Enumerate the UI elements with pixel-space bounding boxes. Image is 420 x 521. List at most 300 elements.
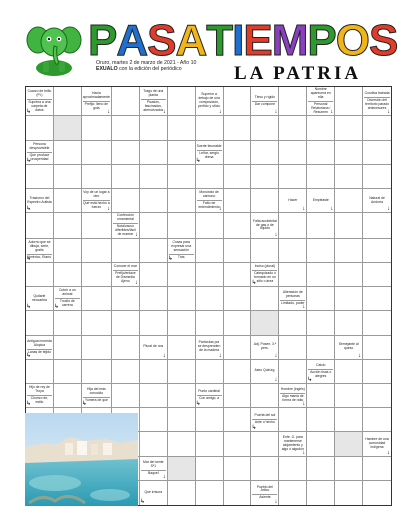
answer-cell[interactable]: [363, 239, 391, 263]
answer-cell[interactable]: [168, 263, 196, 287]
clue-text: Semejante al queso: [338, 342, 359, 351]
exualo-word: EXUALO: [96, 66, 118, 73]
answer-cell[interactable]: [224, 481, 252, 505]
answer-cell[interactable]: [196, 165, 224, 189]
answer-cell[interactable]: [168, 432, 196, 456]
answer-cell[interactable]: [363, 384, 391, 408]
answer-cell[interactable]: [196, 213, 224, 239]
clue-cell: [279, 432, 307, 456]
clue-cell: [112, 213, 140, 239]
title-letter: E: [243, 16, 272, 65]
answer-cell[interactable]: [140, 116, 168, 140]
clue-cell: [279, 189, 307, 213]
clue-cell: [363, 87, 391, 116]
clue-text: Ante o hecho: [252, 419, 277, 425]
answer-cell[interactable]: [363, 287, 391, 311]
clue-arrow-icon: ↳: [307, 376, 313, 383]
answer-cell[interactable]: [279, 360, 307, 384]
answer-cell[interactable]: [335, 239, 363, 263]
clue-text: Américo, Etano: [27, 254, 52, 259]
answer-cell[interactable]: [224, 311, 252, 335]
clue-arrow-icon: ↳: [251, 425, 257, 432]
answer-cell[interactable]: [224, 263, 252, 287]
answer-cell[interactable]: [168, 481, 196, 505]
clue-arrow-icon: ↳: [251, 280, 257, 287]
clue-cell: [251, 481, 279, 505]
clue-text: Confección ornamental: [116, 213, 134, 222]
clue-arrow-icon: ↓: [302, 449, 306, 456]
clue-text: Catequizado o formado en un sitio o área: [253, 271, 276, 283]
clue-text: Natural de Andorra: [369, 195, 385, 204]
answer-cell[interactable]: [307, 384, 335, 408]
clue-arrow-icon: ↓: [330, 206, 334, 213]
answer-cell[interactable]: [196, 432, 224, 456]
answer-cell[interactable]: [168, 408, 196, 432]
clue-cell: [140, 336, 168, 360]
answer-cell[interactable]: [112, 311, 140, 335]
answer-cell[interactable]: [168, 457, 196, 481]
answer-cell[interactable]: [140, 432, 168, 456]
answer-cell[interactable]: [26, 263, 54, 287]
clue-arrow-icon: ↓: [386, 449, 390, 456]
answer-cell[interactable]: [196, 481, 224, 505]
clue-text: Prefijo: lleno de gula: [84, 101, 109, 110]
answer-cell[interactable]: [335, 408, 363, 432]
answer-cell[interactable]: [54, 336, 82, 360]
clue-arrow-icon: ↓: [302, 304, 306, 311]
clue-cell: [251, 408, 279, 432]
answer-cell[interactable]: [196, 311, 224, 335]
clue-text: Hambre de una comunidad indígena: [365, 437, 389, 449]
clue-arrow-icon: ↳: [195, 157, 201, 164]
clue-arrow-icon: ↓: [274, 352, 278, 359]
answer-cell[interactable]: [335, 287, 363, 311]
answer-cell[interactable]: [54, 116, 82, 140]
clue-cell: [82, 87, 112, 116]
clue-cell: [26, 287, 54, 311]
answer-cell[interactable]: [335, 360, 363, 384]
answer-cell[interactable]: [112, 189, 140, 213]
answer-cell[interactable]: [363, 408, 391, 432]
answer-cell[interactable]: [307, 336, 335, 360]
clue-text: Hacer: [288, 197, 298, 202]
clue-cell: [112, 263, 140, 287]
clue-text: Baquel: [141, 470, 166, 476]
answer-cell[interactable]: [112, 239, 140, 263]
clue-cell: [140, 457, 168, 481]
answer-cell[interactable]: [168, 141, 196, 165]
answer-cell[interactable]: [82, 165, 112, 189]
clue-arrow-icon: ↳: [26, 206, 32, 213]
answer-cell[interactable]: [251, 165, 279, 189]
clue-cell: [26, 336, 54, 360]
answer-cell[interactable]: [335, 311, 363, 335]
clue-text: Tieso y rígido: [254, 94, 276, 99]
clue-arrow-icon: ↳: [139, 499, 145, 505]
answer-cell[interactable]: [168, 165, 196, 189]
answer-cell[interactable]: [224, 360, 252, 384]
answer-cell[interactable]: [335, 189, 363, 213]
clue-text: Cosas para expresar una sensación: [171, 240, 192, 252]
clue-arrow-icon: ↓: [274, 231, 278, 238]
clue-text: Calcio: [316, 363, 326, 368]
answer-cell[interactable]: [224, 408, 252, 432]
clue-text: Dar compone: [252, 101, 277, 107]
answer-cell[interactable]: [279, 336, 307, 360]
answer-cell[interactable]: [279, 457, 307, 481]
answer-cell[interactable]: [224, 141, 252, 165]
title-letter: S: [147, 16, 176, 65]
clue-text: Monóxido de carbono: [199, 190, 219, 199]
answer-cell[interactable]: [140, 239, 168, 263]
answer-cell[interactable]: [112, 384, 140, 408]
clue-arrow-icon: ↳: [26, 109, 32, 116]
clue-text: Trago de una planta: [143, 88, 164, 97]
answer-cell[interactable]: [112, 336, 140, 360]
clue-arrow-icon: ↳: [167, 255, 173, 262]
clue-arrow-icon: ↓: [386, 206, 390, 213]
answer-cell[interactable]: [168, 287, 196, 311]
answer-cell[interactable]: [224, 287, 252, 311]
answer-cell[interactable]: [363, 481, 391, 505]
clue-text: Prefijo/enlace de Dismedia Ajeno: [113, 270, 138, 284]
clue-text: Nombre aparecerá en ella: [310, 87, 331, 99]
answer-cell[interactable]: [168, 87, 196, 116]
answer-cell[interactable]: [307, 141, 335, 165]
answer-cell[interactable]: [363, 360, 391, 384]
answer-cell[interactable]: [82, 239, 112, 263]
answer-cell[interactable]: [140, 189, 168, 213]
clue-text: Superior a debajo de una composición, perfido y oficio: [198, 92, 221, 109]
clue-arrow-icon: ↓: [274, 376, 278, 383]
answer-cell[interactable]: [224, 165, 252, 189]
clue-cell: [26, 239, 54, 263]
clue-arrow-icon: ↳: [53, 304, 59, 311]
clue-arrow-icon: ↓: [302, 206, 306, 213]
answer-cell[interactable]: [140, 213, 168, 239]
clue-arrow-icon: ↳: [26, 157, 32, 164]
clue-arrow-icon: ↓: [218, 352, 222, 359]
answer-cell[interactable]: [307, 116, 335, 140]
answer-cell[interactable]: [26, 165, 54, 189]
answer-cell[interactable]: [307, 311, 335, 335]
answer-cell[interactable]: [224, 189, 252, 213]
clue-text: Falta accidental de gas o de líquido: [253, 218, 277, 231]
answer-cell[interactable]: [196, 287, 224, 311]
elephant-mascot-icon: [26, 18, 82, 78]
answer-cell[interactable]: [251, 432, 279, 456]
clue-cell: [54, 287, 82, 311]
clue-text: Empleaste: [312, 197, 329, 202]
clue-text: Tras: [169, 254, 194, 260]
header: [0, 0, 420, 84]
answer-cell[interactable]: [251, 287, 279, 311]
coastal-town-image: [25, 413, 138, 506]
answer-cell[interactable]: [335, 263, 363, 287]
clue-arrow-icon: ↓: [330, 109, 334, 116]
answer-cell[interactable]: [140, 408, 168, 432]
clue-text: Persona desprovisible: [29, 141, 50, 150]
answer-cell[interactable]: [251, 311, 279, 335]
clue-arrow-icon: ↳: [195, 401, 201, 408]
clue-text: Trastorno del Espectro Autista: [27, 195, 52, 204]
newspaper-name: LA PATRIA: [234, 63, 362, 84]
answer-cell[interactable]: [363, 457, 391, 481]
clue-cell: [196, 189, 224, 213]
answer-cell[interactable]: [279, 87, 307, 116]
clue-cell: [196, 336, 224, 360]
clue-text: Diversión del territorio parado antecesores: [365, 97, 389, 110]
answer-cell[interactable]: [112, 87, 140, 116]
clue-cell: [196, 141, 224, 165]
answer-cell[interactable]: [82, 287, 112, 311]
clue-text: Falto de entendimiento: [198, 201, 220, 210]
answer-cell[interactable]: [168, 336, 196, 360]
clue-arrow-icon: ↓: [274, 109, 278, 116]
answer-cell[interactable]: [224, 457, 252, 481]
clue-text: Mar del sente Sª1: [143, 459, 164, 468]
title-letter: T: [206, 16, 233, 65]
clue-text: Cuarzo de brillo (Pl.): [27, 88, 52, 97]
answer-cell[interactable]: [140, 263, 168, 287]
answer-cell[interactable]: [279, 481, 307, 505]
coastal-photo: [25, 413, 138, 506]
answer-cell[interactable]: [335, 165, 363, 189]
clue-text: Que está hecho a fuerzo: [82, 201, 110, 210]
answer-cell[interactable]: [251, 116, 279, 140]
answer-cell[interactable]: [224, 336, 252, 360]
clue-cell: [335, 336, 363, 360]
clue-text: Quitarle neocarbia: [31, 293, 47, 302]
answer-cell[interactable]: [26, 116, 54, 140]
clue-arrow-icon: ↓: [358, 352, 362, 359]
answer-cell[interactable]: [363, 336, 391, 360]
clue-text: Aseo Quirúrg.: [254, 368, 276, 373]
clue-cell: [26, 384, 54, 408]
clue-arrow-icon: ↳: [26, 401, 32, 408]
answer-cell[interactable]: [112, 360, 140, 384]
clue-arrow-icon: ↳: [26, 255, 32, 262]
answer-cell[interactable]: [54, 311, 82, 335]
answer-cell[interactable]: [54, 87, 82, 116]
answer-cell[interactable]: [82, 336, 112, 360]
clue-arrow-icon: ↓: [134, 231, 138, 238]
answer-cell[interactable]: [335, 116, 363, 140]
clue-text: Suprima a una carpeta de datos: [28, 99, 51, 112]
clue-text: Personal Relatoriana / Resumen: [308, 101, 333, 115]
answer-cell[interactable]: [168, 360, 196, 384]
clue-cell: [251, 263, 279, 287]
answer-cell[interactable]: [112, 141, 140, 165]
answer-cell[interactable]: [26, 311, 54, 335]
clue-text: Punto cardinal: [198, 389, 220, 394]
clue-text: Chorizo de, estilo: [27, 395, 52, 405]
answer-cell[interactable]: [335, 87, 363, 116]
answer-cell[interactable]: [335, 457, 363, 481]
clue-text: Pueblo del Ártico: [256, 484, 273, 493]
answer-cell[interactable]: [168, 189, 196, 213]
clue-cell: [363, 432, 391, 456]
answer-cell[interactable]: [224, 239, 252, 263]
title-letter: I: [232, 16, 244, 65]
answer-cell[interactable]: [224, 432, 252, 456]
answer-cell[interactable]: [82, 263, 112, 287]
answer-cell[interactable]: [54, 384, 82, 408]
answer-cell[interactable]: [112, 116, 140, 140]
answer-cell[interactable]: [82, 311, 112, 335]
clue-cell: [196, 384, 224, 408]
clue-cell: [251, 213, 279, 239]
clue-text: Que produce prosperidad: [27, 152, 52, 162]
answer-cell[interactable]: [54, 360, 82, 384]
answer-cell[interactable]: [196, 263, 224, 287]
answer-cell[interactable]: [82, 213, 112, 239]
clue-arrow-icon: ↓: [218, 206, 222, 213]
answer-cell[interactable]: [251, 189, 279, 213]
clue-text: Nota/vacuo diferibles/fácil de marear: [113, 223, 138, 237]
answer-cell[interactable]: [196, 457, 224, 481]
answer-cell[interactable]: [196, 408, 224, 432]
answer-cell[interactable]: [335, 384, 363, 408]
clue-text: Suerte favorable: [196, 143, 222, 148]
answer-cell[interactable]: [279, 239, 307, 263]
clue-text: Con amigo, a: [197, 395, 222, 401]
answer-cell[interactable]: [307, 457, 335, 481]
answer-cell[interactable]: [307, 432, 335, 456]
answer-cell[interactable]: [307, 263, 335, 287]
answer-cell[interactable]: [26, 213, 54, 239]
answer-cell[interactable]: [307, 165, 335, 189]
answer-cell[interactable]: [335, 141, 363, 165]
answer-cell[interactable]: [112, 287, 140, 311]
clue-cell: [251, 87, 279, 116]
clue-text: Que irrisora: [144, 489, 163, 494]
clue-arrow-icon: ↓: [218, 109, 222, 116]
answer-cell[interactable]: [224, 384, 252, 408]
answer-cell[interactable]: [224, 213, 252, 239]
answer-cell[interactable]: [335, 213, 363, 239]
clue-cell: [140, 87, 168, 116]
title-letter: P: [307, 16, 336, 65]
clue-cell: [307, 87, 335, 116]
answer-cell[interactable]: [26, 360, 54, 384]
clue-text: Leñar, sergio drena: [197, 150, 222, 160]
answer-cell[interactable]: [279, 165, 307, 189]
answer-cell[interactable]: [112, 165, 140, 189]
answer-cell[interactable]: [251, 141, 279, 165]
answer-cell[interactable]: [54, 189, 82, 213]
answer-cell[interactable]: [251, 384, 279, 408]
title-letter: M: [271, 16, 308, 65]
answer-cell[interactable]: [279, 141, 307, 165]
clue-arrow-icon: ↓: [162, 473, 166, 480]
clue-arrow-icon: ↓: [162, 352, 166, 359]
clue-cell: [26, 87, 54, 116]
answer-cell[interactable]: [168, 384, 196, 408]
clue-cell: [168, 239, 196, 263]
answer-cell[interactable]: [54, 239, 82, 263]
answer-cell[interactable]: [363, 213, 391, 239]
answer-cell[interactable]: [54, 213, 82, 239]
answer-cell[interactable]: [224, 87, 252, 116]
clue-text: Cubrir a un animal: [58, 288, 76, 297]
issue-info: [96, 60, 196, 73]
answer-cell[interactable]: [363, 116, 391, 140]
answer-cell[interactable]: [279, 116, 307, 140]
clue-cell: [26, 189, 54, 213]
answer-cell[interactable]: [279, 213, 307, 239]
answer-cell[interactable]: [140, 384, 168, 408]
answer-cell[interactable]: [335, 432, 363, 456]
clue-text: Limitado, poder: [281, 301, 305, 306]
answer-cell[interactable]: [140, 165, 168, 189]
answer-cell[interactable]: [168, 116, 196, 140]
answer-cell[interactable]: [140, 311, 168, 335]
answer-cell[interactable]: [251, 457, 279, 481]
clue-text: Voy de un lugar a otro: [83, 190, 110, 199]
clue-text: Acción risas o alegres: [310, 369, 332, 378]
clue-arrow-icon: ↳: [26, 304, 32, 311]
clue-cell: [82, 189, 112, 213]
answer-cell[interactable]: [279, 311, 307, 335]
clue-text: Algo mania de forma de ratio: [281, 394, 304, 403]
answer-cell[interactable]: [251, 239, 279, 263]
answer-cell[interactable]: [363, 165, 391, 189]
clue-cell: [196, 87, 224, 116]
answer-cell[interactable]: [196, 116, 224, 140]
answer-cell[interactable]: [335, 481, 363, 505]
answer-cell[interactable]: [224, 116, 252, 140]
answer-cell[interactable]: [363, 263, 391, 287]
date-line: Oruro, martes 2 de marzo de 2021 - Año 10: [96, 60, 197, 66]
answer-cell[interactable]: [196, 239, 224, 263]
clue-cell: [140, 481, 168, 505]
answer-cell[interactable]: [140, 360, 168, 384]
answer-cell[interactable]: [168, 213, 196, 239]
answer-cell[interactable]: [54, 165, 82, 189]
clue-text: Adorno que se dibuja, serie, gratis: [28, 240, 51, 252]
answer-cell[interactable]: [279, 263, 307, 287]
answer-cell[interactable]: [54, 263, 82, 287]
answer-cell[interactable]: [363, 141, 391, 165]
answer-cell[interactable]: [196, 360, 224, 384]
answer-cell[interactable]: [54, 141, 82, 165]
answer-cell[interactable]: [363, 311, 391, 335]
clue-cell: [251, 360, 279, 384]
clue-arrow-icon: ↓: [106, 206, 110, 213]
answer-cell[interactable]: [140, 287, 168, 311]
clue-arrow-icon: ↳: [26, 352, 32, 359]
answer-cell[interactable]: [140, 141, 168, 165]
answer-cell[interactable]: [82, 141, 112, 165]
clue-text: Inciso (plural): [254, 264, 276, 269]
answer-cell[interactable]: [307, 408, 335, 432]
clue-text: Lanas de tejido: [27, 349, 51, 354]
answer-cell[interactable]: [168, 311, 196, 335]
answer-cell[interactable]: [82, 116, 112, 140]
answer-cell[interactable]: [307, 481, 335, 505]
answer-cell[interactable]: [82, 360, 112, 384]
answer-cell[interactable]: [307, 239, 335, 263]
title-letter: A: [175, 16, 207, 65]
answer-cell[interactable]: [307, 213, 335, 239]
clue-text: Asiente: [252, 494, 277, 500]
answer-cell[interactable]: [307, 287, 335, 311]
answer-cell[interactable]: [279, 408, 307, 432]
exualo-rest: con la edición del periódico: [119, 66, 182, 73]
clue-text: Yumera de que: [83, 397, 110, 403]
clue-cell: [279, 287, 307, 311]
